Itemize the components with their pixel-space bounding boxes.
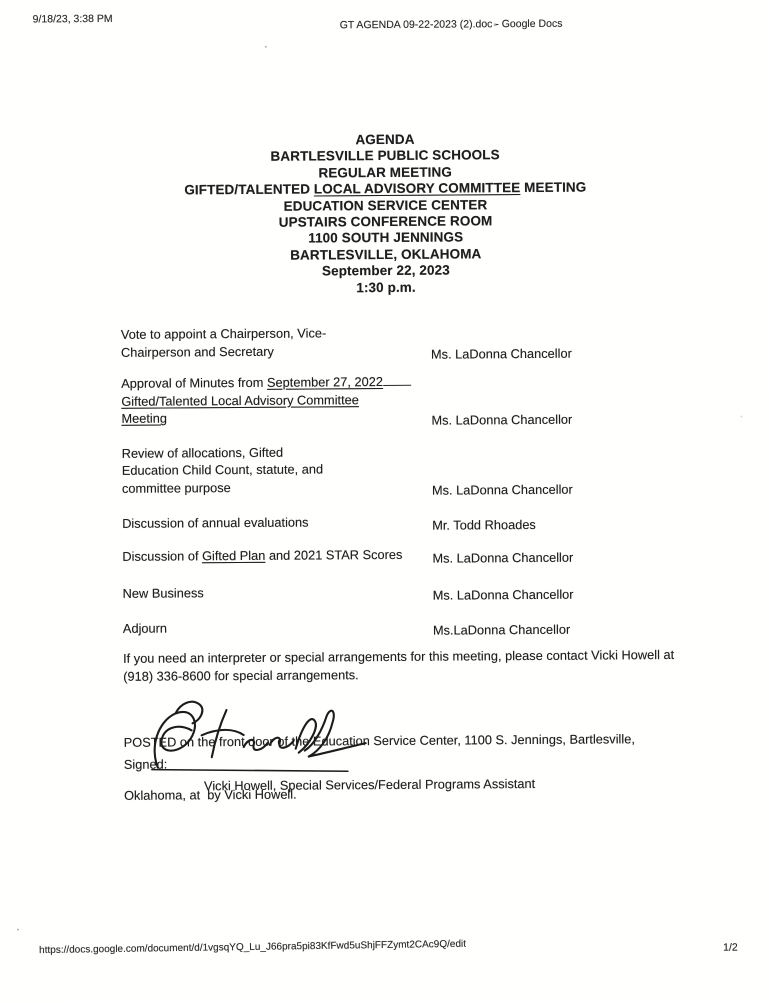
scan-speck (17, 929, 19, 931)
presenter-name: Mr. Todd Rhoades (432, 516, 536, 533)
interpreter-note (123, 646, 688, 685)
presenter-name: Ms.LaDonna Chancellor (432, 621, 571, 638)
topic-line: Discussion of annual evaluations (122, 514, 309, 531)
scan-speck (265, 46, 267, 48)
topic-line: Meeting (121, 410, 168, 426)
scan-speck (740, 415, 742, 417)
print-doc-title: GT AGENDA 09-22-2023 (2).doc - Google Docs (339, 17, 563, 32)
agenda-title-block (0, 129, 769, 298)
underline-extension (383, 373, 411, 386)
topic-line: Chairperson and Secretary (120, 343, 274, 360)
title-line-date: September 22, 2023 (321, 262, 450, 279)
title-line-meeting-type: REGULAR MEETING (318, 164, 453, 181)
topic-line: New Business (122, 585, 204, 601)
note-line: Oklahoma, at by Vicki Howell. (123, 786, 297, 803)
agenda-row-gifted-plan (122, 544, 667, 565)
note-line: POSTED on the front door of the Education Service Center, 1100 S. Jennings, Bartlesville, (123, 731, 635, 750)
topic-line: Review of allocations, Gifted (121, 444, 284, 461)
presenter-name: Ms. LaDonna Chancellor (431, 481, 573, 498)
agenda-row-new-business (123, 581, 668, 602)
title-line-time: 1:30 p.m. (356, 279, 416, 295)
title-line-building: EDUCATION SERVICE CENTER (283, 196, 488, 214)
topic-line: Vote to appoint a Chairperson, Vice- (120, 325, 327, 342)
signed-label: Signed: (123, 756, 168, 772)
note-line: (918) 336-8600 for special arrangements. (123, 666, 359, 684)
agenda-row-adjourn (123, 616, 668, 637)
agenda-row-annual-evaluations (122, 511, 667, 532)
scan-speck (494, 23, 497, 26)
presenter-name: Ms. LaDonna Chancellor (432, 586, 574, 603)
print-footer-url: https://docs.google.com/document/d/1vgsqYQ_Lu_J66pra5pi83KfFwd5uShjFFZymt2CAc9Q/edit (39, 938, 467, 957)
title-line-street: 1100 SOUTH JENNINGS (308, 229, 464, 246)
topic-line: Discussion of Gifted Plan and 2021 STAR Scores (122, 546, 403, 564)
title-line-district: BARTLESVILLE PUBLIC SCHOOLS (270, 147, 500, 165)
title-line-agenda: AGENDA (355, 131, 415, 148)
agenda-row-minutes-approval (121, 371, 666, 427)
agenda-items (121, 322, 668, 637)
title-line-city: BARTLESVILLE, OKLAHOMA (290, 246, 482, 263)
signer-name-title: Vicki Howell, Special Services/Federal Programs Assistant (203, 775, 536, 794)
handwritten-signature (141, 694, 374, 778)
topic-line: Adjourn (122, 620, 168, 636)
topic-line: Approval of Minutes from September 27, 2022 (121, 373, 433, 393)
title-line-room: UPSTAIRS CONFERENCE ROOM (278, 213, 493, 230)
agenda-row-allocations-review (122, 441, 667, 497)
agenda-row-appoint-officers (121, 322, 666, 361)
presenter-name: Ms. LaDonna Chancellor (432, 549, 574, 566)
presenter-name: Ms. LaDonna Chancellor (431, 411, 573, 428)
title-line-committee: GIFTED/TALENTED LOCAL ADVISORY COMMITTEE MEETING (184, 179, 587, 198)
presenter-name: Ms. LaDonna Chancellor (430, 345, 572, 362)
print-footer-page-indicator: 1/2 (723, 941, 738, 954)
topic-line: committee purpose (121, 479, 231, 496)
note-line: If you need an interpreter or special arrangements for this meeting, please contact Vicki Howell at (123, 646, 675, 666)
topic-line: Gifted/Talented Local Advisory Committee (121, 391, 359, 409)
print-timestamp: 9/18/23, 3:38 PM (32, 12, 113, 26)
topic-line: Education Child Count, statute, and (121, 461, 324, 478)
